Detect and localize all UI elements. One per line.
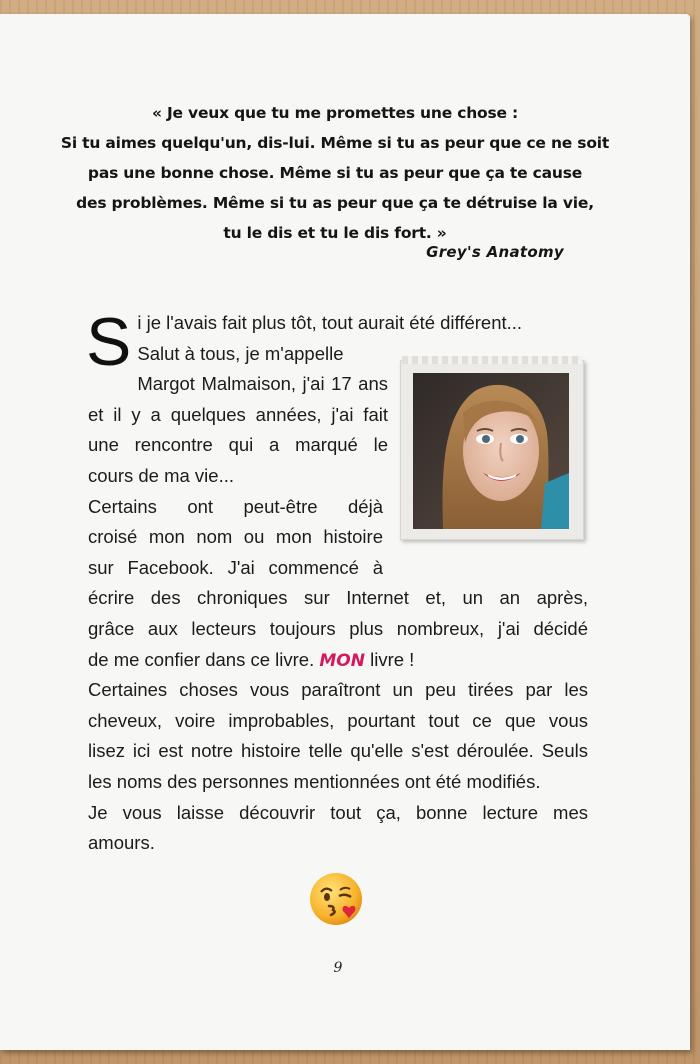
highlight-mon: MON (319, 650, 365, 671)
quote-line: pas une bonne chose. Même si tu as peur que ça te cause (87, 164, 583, 182)
page-number: 9 (333, 960, 343, 976)
quote-source: Grey's Anatomy (426, 243, 564, 261)
quote-line: « Je veux que tu me promettes une chose : (151, 104, 519, 122)
body-line: Certains ont peut-être déjà (88, 495, 383, 517)
body-line: i je l'avais fait plus tôt, tout aurait été différent... (137, 312, 523, 333)
body-line: et il y a quelques années, j'ai fait (88, 403, 388, 425)
body-line: lisez ici est notre histoire telle qu'elle s'est déroulée. Seuls (88, 740, 588, 762)
epigraph-quote (0, 98, 670, 248)
body-line: cheveux, voire improbables, pourtant tout ce que vous (88, 709, 588, 731)
author-photo (413, 373, 569, 529)
body-line: cours de ma vie... (88, 464, 235, 486)
body-line: croisé mon nom ou mon histoire (88, 526, 383, 548)
body-line (88, 645, 588, 676)
body-line-text: livre ! (364, 648, 415, 670)
quote-line: tu le dis et tu le dis fort. » (223, 224, 447, 242)
body-line: Certaines choses vous paraîtront un peu tirées par les (88, 679, 588, 701)
quote-line: Si tu aimes quelqu'un, dis-lui. Même si tu as peur que ce ne soit (60, 134, 610, 152)
author-portrait-icon (413, 373, 569, 529)
face-blowing-kiss-icon (307, 870, 367, 930)
body-line: les noms des personnes mentionnées ont été modifiés. (88, 770, 541, 792)
drop-cap: S (86, 304, 132, 380)
body-line: grâce aux lecteurs toujours plus nombreux, j'ai décidé (88, 617, 588, 639)
body-line: une rencontre qui a marqué le (88, 434, 388, 456)
photo-frame-edge (402, 356, 582, 364)
body-line: Margot Malmaison, j'ai 17 ans (137, 373, 388, 395)
body-line: Je vous laisse découvrir tout ça, bonne lecture mes (88, 801, 588, 823)
body-line: écrire des chroniques sur Internet et, un an après, (88, 587, 588, 609)
body-line: amours. (88, 832, 155, 854)
body-line: sur Facebook. J'ai commencé à (88, 556, 383, 578)
quote-line: des problèmes. Même si tu as peur que ça te détruise la vie, (76, 194, 594, 212)
body-line: Salut à tous, je m'appelle (137, 342, 344, 364)
body-line-text: de me confier dans ce livre. (88, 648, 320, 670)
